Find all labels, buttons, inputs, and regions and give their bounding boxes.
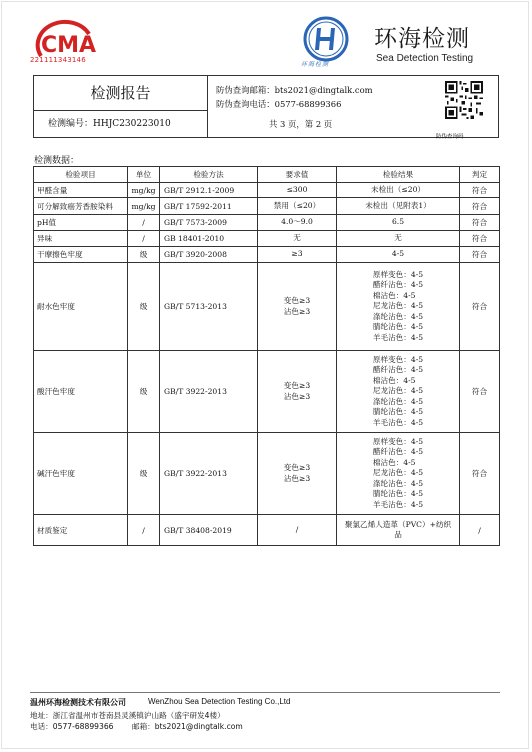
cell-verdict: 符合	[460, 198, 500, 215]
cell-method: GB 18401-2010	[160, 231, 258, 247]
result-line: 尼龙沾色：4-5	[372, 386, 424, 396]
cell-requirement	[258, 183, 337, 198]
qr-code-icon[interactable]	[445, 81, 483, 119]
cell-unit: 级	[128, 263, 160, 351]
requirement-line: ≥3	[291, 249, 303, 259]
cell-item: 碱汗色牢度	[34, 433, 128, 515]
footer-company-cn: 温州环海检测技术有限公司	[30, 698, 126, 707]
footer-email: 邮箱：bts2021@dingtalk.com	[132, 722, 243, 731]
table-row	[34, 231, 500, 247]
requirement-line: 沾色≥3	[283, 306, 311, 316]
cell-method: GB/T 3922-2013	[160, 351, 258, 433]
result-line: 涤纶沾色：4-5	[372, 478, 424, 488]
table-header-cell: 单位	[128, 167, 160, 183]
cell-verdict: 符合	[460, 263, 500, 351]
cell-result	[337, 515, 460, 546]
cell-result	[337, 183, 460, 198]
cell-result	[337, 351, 460, 433]
table-row	[34, 215, 500, 231]
requirement-line: 无	[293, 233, 301, 243]
cell-item: 甲醛含量	[34, 183, 128, 198]
result-line: 涤纶沾色：4-5	[372, 396, 424, 406]
result-line: 尼龙沾色：4-5	[372, 468, 424, 478]
table-row	[34, 351, 500, 433]
qr-code-label: 防伪查询码	[436, 134, 464, 140]
result-line: 醋纤沾色：4-5	[372, 365, 424, 375]
test-data-table	[33, 166, 500, 546]
table-header-cell: 检验方法	[160, 167, 258, 183]
result-line: 棉沾色：4-5	[372, 375, 416, 385]
cell-verdict: 符合	[460, 231, 500, 247]
table-header-cell: 检验结果	[337, 167, 460, 183]
result-line: 羊毛沾色：4-5	[372, 332, 424, 342]
cell-result	[337, 215, 460, 231]
table-header-cell: 判定	[460, 167, 500, 183]
query-email: 防伪查询邮箱：bts2021@dingtalk.com	[216, 85, 373, 95]
footer-company-en: WenZhou Sea Detection Testing Co.,Ltd	[148, 697, 291, 706]
cell-item: 耐水色牢度	[34, 263, 128, 351]
result-line: 棉沾色：4-5	[372, 290, 416, 300]
result-line: 腈纶沾色：4-5	[372, 322, 424, 332]
cma-number: 221111343146	[30, 56, 86, 64]
result-line: 醋纤沾色：4-5	[372, 447, 424, 457]
result-line: 尼龙沾色：4-5	[372, 301, 424, 311]
result-line: 羊毛沾色：4-5	[372, 499, 424, 509]
cell-verdict: 符合	[460, 351, 500, 433]
requirement-line: /	[295, 524, 299, 534]
cell-method: GB/T 5713-2013	[160, 263, 258, 351]
result-line: 醋纤沾色：4-5	[372, 280, 424, 290]
cell-unit: /	[128, 231, 160, 247]
cell-unit: /	[128, 515, 160, 546]
result-line: 羊毛沾色：4-5	[372, 417, 424, 427]
brand-name-en: Sea Detection Testing	[376, 53, 474, 64]
cell-item: 酸汗色牢度	[34, 351, 128, 433]
svg-text:CMA: CMA	[41, 33, 97, 58]
cell-result	[337, 198, 460, 215]
footer-divider	[30, 692, 500, 693]
cell-unit: mg/kg	[128, 198, 160, 215]
requirement-line: 变色≥3	[283, 463, 311, 473]
result-line: 腈纶沾色：4-5	[372, 407, 424, 417]
cell-requirement	[258, 198, 337, 215]
logo-subtitle: 环海检测	[301, 61, 330, 68]
cell-unit: 级	[128, 351, 160, 433]
result-line: 未检出（见附表1）	[365, 200, 431, 210]
company-logo-icon	[303, 16, 349, 62]
table-row	[34, 247, 500, 263]
section-label: 检测数据：	[34, 156, 80, 166]
report-title: 检测报告	[90, 84, 151, 102]
cell-requirement	[258, 231, 337, 247]
cell-unit: 级	[128, 247, 160, 263]
cell-requirement	[258, 433, 337, 515]
cell-item: 异味	[34, 231, 128, 247]
cell-result	[337, 263, 460, 351]
requirement-line: 禁用（≤20）	[273, 200, 321, 210]
cell-result	[337, 231, 460, 247]
cell-item: 可分解致癌芳香胺染料	[34, 198, 128, 215]
cell-verdict: /	[460, 515, 500, 546]
cell-method: GB/T 17592-2011	[160, 198, 258, 215]
cell-verdict: 符合	[460, 247, 500, 263]
table-header-row	[34, 167, 500, 183]
result-line: 原样变色：4-5	[372, 355, 424, 365]
requirement-line: 沾色≥3	[283, 391, 311, 401]
cell-requirement	[258, 263, 337, 351]
table-row	[34, 263, 500, 351]
cell-unit: /	[128, 215, 160, 231]
table-header-cell: 要求值	[258, 167, 337, 183]
cell-method: GB/T 3922-2013	[160, 433, 258, 515]
report-header-box	[33, 75, 499, 138]
result-line: 原样变色：4-5	[372, 437, 424, 447]
result-line: 未检出（≤20）	[371, 184, 425, 194]
brand-name-cn: 环海检测	[374, 26, 470, 52]
table-row	[34, 183, 500, 198]
cell-unit: 级	[128, 433, 160, 515]
table-header-cell: 检验项目	[34, 167, 128, 183]
result-line: 棉沾色：4-5	[372, 457, 416, 467]
cell-requirement	[258, 351, 337, 433]
result-line: 涤纶沾色：4-5	[372, 311, 424, 321]
cell-unit: mg/kg	[128, 183, 160, 198]
result-line: 无	[394, 233, 402, 243]
cell-requirement	[258, 215, 337, 231]
page-counter: 共 3 页，第 2 页	[269, 119, 333, 129]
cell-requirement	[258, 247, 337, 263]
requirement-line: 沾色≥3	[283, 473, 311, 483]
cell-item: 材质鉴定	[34, 515, 128, 546]
table-row	[34, 433, 500, 515]
footer-address: 地址：浙江省温州市苍南县灵溪镇沪山路（盛宇研发4楼）	[30, 711, 225, 720]
table-row	[34, 515, 500, 546]
cell-method: GB/T 7573-2009	[160, 215, 258, 231]
cell-method: GB/T 2912.1-2009	[160, 183, 258, 198]
footer-phone: 电话：0577-68899366	[30, 722, 114, 731]
result-line: 聚氯乙烯人造革（PVC）+纺织	[344, 519, 452, 529]
cell-requirement	[258, 515, 337, 546]
cell-result	[337, 433, 460, 515]
result-line: 品	[394, 530, 402, 539]
cell-method: GB/T 3920-2008	[160, 247, 258, 263]
result-line: 4-5	[391, 249, 405, 259]
result-line: 6.5	[391, 217, 405, 227]
requirement-line: 变色≥3	[283, 381, 311, 391]
query-phone: 防伪查询电话：0577-68899366	[216, 99, 342, 109]
requirement-line: 4.0～9.0	[281, 217, 313, 227]
cell-verdict: 符合	[460, 183, 500, 198]
report-number: 检测编号：HHJC230223010	[48, 119, 171, 129]
result-line: 原样变色：4-5	[372, 270, 424, 280]
cell-result	[337, 247, 460, 263]
cell-verdict: 符合	[460, 433, 500, 515]
table-row	[34, 198, 500, 215]
result-line: 腈纶沾色：4-5	[372, 489, 424, 499]
requirement-line: ≤300	[286, 184, 308, 194]
cell-item: pH值	[34, 215, 128, 231]
cell-item: 干摩擦色牢度	[34, 247, 128, 263]
requirement-line: 变色≥3	[283, 296, 311, 306]
cell-verdict: 符合	[460, 215, 500, 231]
cell-method: GB/T 38408-2019	[160, 515, 258, 546]
